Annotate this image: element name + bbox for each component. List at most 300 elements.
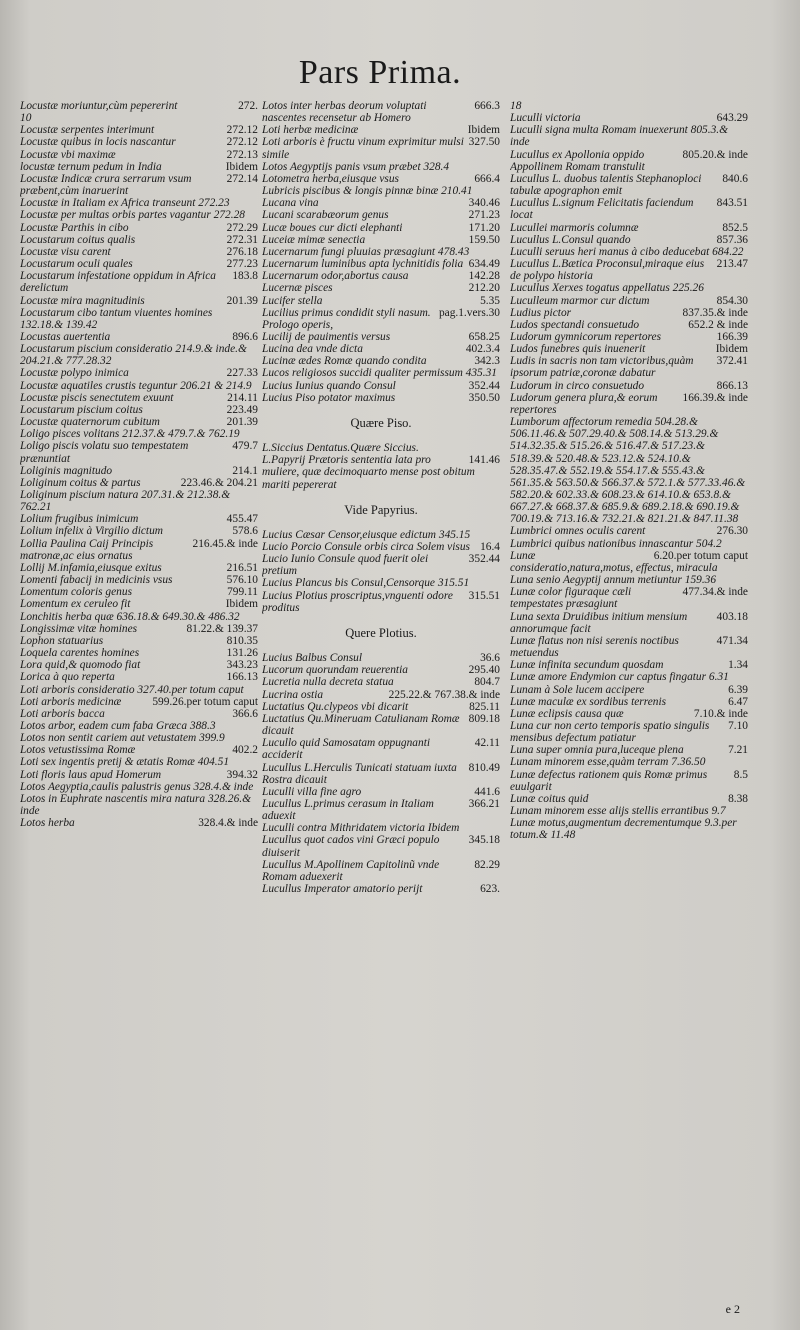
entry-reference: 5.35	[480, 294, 500, 307]
entry-reference: 810.35	[226, 634, 258, 647]
index-entry	[510, 538, 748, 550]
index-entry	[510, 112, 748, 124]
index-entry	[20, 489, 258, 513]
index-entry	[262, 713, 500, 737]
index-entry	[510, 282, 748, 294]
index-entry	[20, 635, 258, 647]
entry-reference: 214.1	[232, 464, 258, 477]
entry-text: Loti arboris medicinæ	[20, 695, 122, 708]
entry-reference: 272.14	[226, 172, 258, 185]
index-entry	[20, 367, 258, 379]
entry-text: Lucullei marmoris columnæ	[510, 221, 639, 234]
index-entry	[262, 197, 500, 209]
entry-reference: 578.6	[232, 525, 258, 538]
index-entry	[510, 222, 748, 234]
index-entry	[262, 380, 500, 392]
entry-text: Lucio Iunio Consule quod fuerit olei pretium	[262, 553, 429, 578]
index-entry	[262, 786, 500, 798]
entry-text: Lucullus L. duobus talentis Stephanoploci tabulæ apographon emit	[510, 172, 702, 198]
index-entry	[262, 577, 500, 589]
entry-text: Lophon statuarius	[20, 634, 104, 647]
index-entry	[510, 392, 748, 416]
entry-text: Lucullus L.Bætica Proconsul,miraque eius de polypo historia	[510, 258, 705, 283]
index-entry	[20, 586, 258, 598]
index-entry	[20, 513, 258, 525]
entry-text: Luctatius Qu.Mineruam Catulianam Romæ dicauit	[262, 712, 460, 738]
entry-text: Locustæ mira magnitudinis	[20, 294, 145, 307]
entry-text: Locustæ serpentes interimunt	[20, 124, 155, 137]
index-entry	[510, 586, 748, 610]
entry-text: Lorica à quo reperta	[20, 671, 115, 684]
index-entry	[20, 209, 258, 221]
entry-text: Lomenti fabacij in medicinis vsus	[20, 574, 173, 587]
entry-reference: 7.10	[728, 719, 748, 732]
entry-text: Lunæ consideratio,natura,motus, effectus, miracula	[510, 549, 718, 574]
entry-text: Lucius Iunius quando Consul	[262, 379, 396, 392]
entry-reference: 343.23	[226, 659, 258, 672]
entry-reference: 272.12	[226, 124, 258, 137]
entry-reference: 166.39.& inde	[682, 391, 748, 404]
index-entry	[510, 149, 748, 173]
entry-reference: 599.26.per totum caput	[152, 695, 258, 708]
index-entry	[20, 161, 258, 173]
entry-text: Locustæ visu carent	[20, 245, 111, 258]
entry-text: Lotos in Euphrate nascentis mira natura 328.26.& inde	[20, 792, 251, 818]
entry-reference: 327.50	[468, 136, 500, 149]
entry-text: Ludorum gymnicorum repertores	[510, 330, 662, 343]
index-entry	[20, 525, 258, 537]
entry-reference: 837.35.& inde	[682, 306, 748, 319]
entry-reference: 201.39	[226, 416, 258, 429]
entry-reference: 315.51	[468, 589, 500, 602]
entry-text: Lucina dea vnde dicta	[262, 343, 363, 356]
index-entry	[262, 652, 500, 664]
entry-reference: 394.32	[226, 768, 258, 781]
index-entry	[20, 222, 258, 234]
entry-reference: 328.4.& inde	[198, 817, 258, 830]
entry-reference: 272.	[238, 100, 258, 112]
index-entry	[510, 319, 748, 331]
index-entry	[20, 428, 258, 440]
entry-text: Luculli signa multa Romam inuexerunt 805.3.& inde	[510, 124, 728, 149]
entry-reference: 643.29	[716, 112, 748, 125]
index-entry	[510, 635, 748, 659]
entry-text: Lucæ boues cur dicti elephanti	[262, 221, 403, 234]
entry-text: Locustas auertentia	[20, 330, 111, 343]
index-entry	[510, 769, 748, 793]
entry-text: Lucilius primus condidit styli nasum. Prologo operis,	[262, 306, 431, 331]
index-entry	[510, 525, 748, 537]
entry-text: Lolium frugibus inimicum	[20, 513, 139, 526]
index-entry	[510, 258, 748, 282]
entry-text: Lucullus L.primus cerasum in Italiam aduexit	[262, 797, 434, 823]
index-entry	[20, 307, 258, 331]
index-entry	[20, 124, 258, 136]
entry-reference: 352.44	[468, 379, 500, 392]
entry-text: Lunam minorem esse,quàm terram 7.36.50	[510, 756, 706, 769]
entry-reference: 82.29	[474, 858, 500, 871]
entry-text: Lucio Porcio Consule orbis circa Solem visus	[262, 541, 470, 553]
index-entry	[262, 762, 500, 786]
entry-text: Luctatius Qu.clypeos vbi dicarit	[262, 700, 409, 713]
entry-reference: 477.34.& inde	[682, 586, 748, 599]
entry-text: Luna cur non certo temporis spatio singulis mensibus defectum patiatur	[510, 719, 710, 745]
index-entry	[510, 173, 748, 197]
entry-text: Ludos funebres quis inuenerit	[510, 343, 646, 356]
entry-reference: 1.34	[728, 659, 748, 672]
index-entry	[20, 136, 258, 148]
entry-text: Luculli villa fine agro	[262, 785, 362, 798]
entry-text: Locustarum infestatione oppidum in Africa derelictum	[20, 270, 216, 295]
entry-text: Lucullus quot cados vini Græci populo diuiserit	[262, 834, 440, 859]
index-entry	[262, 701, 500, 713]
index-entry	[262, 676, 500, 688]
entry-text: Lotos vetustissima Romæ	[20, 744, 136, 757]
entry-text: Lucilij de pauimentis versus	[262, 330, 391, 343]
entry-text: Locustarum coitus qualis	[20, 233, 136, 246]
index-entry	[262, 270, 500, 282]
entry-text: Loti sex ingentis pretij & ætatis Romæ 404.51	[20, 756, 230, 769]
entry-text: Ludis in sacris non tam victoribus,quàm ipsorum patriæ,coronæ dabatur	[510, 355, 694, 380]
entry-text: Lucius Balbus Consul	[262, 652, 362, 665]
entry-reference: 658.25	[468, 330, 500, 343]
entry-reference: 479.7	[232, 440, 258, 453]
index-entry	[262, 282, 500, 294]
entry-text: L.Siccius Dentatus.Quære Siccius.	[262, 442, 419, 455]
index-entry	[20, 295, 258, 307]
index-entry	[20, 477, 258, 489]
entry-text: Lumborum affectorum remedia 504.28.& 506.11.46.& 507.29.40.& 508.14.& 513.29.& 514.32.35.& 515.26.& 516.47.& 517.23.& 518.39.& 520.48.& 523.12.& 524.10.& 528.35.47.& 552.19.& 554.17.& 555.43.& 561.35.& 563.50.& 566.37.& 572.1.& 577.33.46.& 582.20.& 602.33.& 608.23.& 614.10.& 653.8.& 667.27.& 668.37.& 685.9.& 689.2.18.& 690.19.& 700.19.& 713.16.& 732.21.& 821.21.& 847.11.38	[510, 416, 746, 526]
entry-reference: 652.2 & inde	[688, 318, 748, 331]
index-entry	[262, 859, 500, 883]
entry-text: Luculli contra Mithridatem victoria Ibidem	[262, 822, 460, 835]
entry-text: Luna senio Aegyptij annum metiuntur 159.36	[510, 574, 717, 587]
entry-text: Lucullus M.Apollinem Capitolinũ vnde Romam aduexerit	[262, 858, 440, 883]
entry-reference: Ibidem	[225, 598, 258, 611]
entry-reference: 271.23	[468, 209, 500, 222]
index-entry	[262, 834, 500, 858]
entry-text: Locustæ piscis senectutem exuunt	[20, 391, 174, 404]
entry-reference: 342.3	[474, 355, 500, 368]
index-entry	[510, 331, 748, 343]
entry-text: Lollij M.infamia,eiusque exitus	[20, 561, 162, 574]
entry-reference: 403.18	[716, 610, 748, 623]
index-entry	[20, 720, 258, 732]
entry-text: Loligo piscis volatu suo tempestatem prænuntiat	[20, 440, 189, 465]
entry-text: Lucullus L.Consul quando	[510, 233, 631, 246]
entry-text: Lunæ amore Endymion cur captus fingatur 6.31	[510, 671, 729, 684]
entry-text: Lomentum coloris genus	[20, 586, 133, 599]
entry-text: Lotos Aegyptia,caulis palustris genus 328.4.& inde	[20, 780, 254, 793]
index-entry	[20, 756, 258, 768]
index-entry	[262, 553, 500, 577]
entry-reference: 623.	[480, 883, 500, 896]
entry-text: Lunam à Sole lucem accipere	[510, 683, 645, 696]
entry-text: Luna super omnia pura,luceque plena	[510, 744, 684, 757]
index-entry	[20, 562, 258, 574]
index-entry	[510, 124, 748, 148]
entry-text: Locustæ moriuntur,cùm pepererint	[20, 100, 178, 112]
entry-text: Lucernarum luminibus apta lychnitidis folia	[262, 258, 464, 271]
index-entry	[262, 664, 500, 676]
index-entry	[20, 173, 258, 197]
entry-reference: 223.46.& 204.21	[180, 476, 258, 489]
index-entry	[262, 161, 500, 173]
entry-reference: 366.21	[468, 797, 500, 810]
entry-reference: 799.11	[227, 586, 258, 599]
index-entry	[510, 805, 748, 817]
signature-mark: e 2	[725, 1302, 740, 1316]
index-entry	[510, 307, 748, 319]
index-entry	[262, 343, 500, 355]
index-entry	[510, 416, 748, 525]
entry-reference: 843.51	[716, 197, 748, 210]
entry-reference: 804.7	[474, 676, 500, 689]
entry-reference: 666.4	[474, 172, 500, 185]
entry-reference: 441.6	[474, 785, 500, 798]
index-entry	[262, 367, 500, 379]
index-entry	[262, 258, 500, 270]
index-entry	[20, 246, 258, 258]
entry-reference: 272.12	[226, 136, 258, 149]
entry-reference: 201.39	[226, 294, 258, 307]
entry-reference: 6.20.per totum caput	[653, 549, 748, 562]
index-entry	[20, 781, 258, 793]
index-entry	[510, 295, 748, 307]
entry-text: L.Papyrij Prætoris sententia lata pro muliere, quæ decimoquarto mense post obitum mariti pepererat	[262, 454, 475, 491]
entry-text: Lunæ maculæ ex sordibus terrenis	[510, 695, 667, 708]
entry-text: Lollia Paulina Caij Principis matronæ,ac eius ornatus	[20, 537, 154, 562]
index-entry	[20, 769, 258, 781]
entry-reference: pag.1.vers.30	[438, 306, 500, 319]
index-entry	[262, 392, 500, 404]
entry-reference: 854.30	[716, 294, 748, 307]
entry-text: Lotos inter herbas deorum voluptati nascentes recensetur ab Homero	[262, 100, 427, 125]
entry-text: Locustæ Parthis in cibo	[20, 221, 129, 234]
index-entry	[20, 416, 258, 428]
entry-reference: 825.11	[469, 700, 500, 713]
index-entry	[510, 696, 748, 708]
index-entry	[262, 234, 500, 246]
index-entry	[20, 659, 258, 671]
index-entry	[262, 246, 500, 258]
cross-reference: Quære Piso.	[350, 415, 412, 430]
entry-text: Lumbrici omnes oculis carent	[510, 525, 646, 538]
entry-text: Loliginum piscium natura 207.31.& 212.38.& 762.21	[20, 489, 231, 514]
entry-text: Lonchitis herba quæ 636.18.& 649.30.& 486.32	[20, 610, 240, 623]
entry-reference: 159.50	[468, 233, 500, 246]
entry-text: Lucullo quid Samosatam oppugnanti acciderit	[262, 737, 431, 762]
entry-text: Lunæ eclipsis causa quæ	[510, 707, 624, 720]
entry-reference: 576.10	[226, 574, 258, 587]
entry-text: Luculleum marmor cur dictum	[510, 294, 650, 307]
entry-text: Lucifer stella	[262, 294, 323, 307]
index-entry	[20, 538, 258, 562]
entry-reference: 366.6	[232, 707, 258, 720]
entry-text: Locustarum piscium consideratio 214.9.& inde.& 204.21.& 777.28.32	[20, 343, 247, 368]
index-entry	[20, 112, 258, 124]
index-entry	[510, 671, 748, 683]
entry-reference: 213.47	[716, 258, 748, 271]
entry-text: Lucius Cæsar Censor,eiusque edictum 345.15	[262, 528, 471, 541]
entry-reference: 8.5	[733, 768, 748, 781]
entry-text: Luceiæ mimæ senectia	[262, 233, 366, 246]
cross-reference: Quere Plotius.	[345, 625, 417, 640]
entry-reference: 272.13	[226, 148, 258, 161]
index-entry	[20, 598, 258, 610]
entry-reference: 16.4	[480, 541, 500, 553]
entry-text: Loti floris laus apud Homerum	[20, 768, 162, 781]
index-entry	[510, 756, 748, 768]
entry-reference: 166.39	[716, 330, 748, 343]
entry-reference: 131.26	[226, 647, 258, 660]
entry-text: Lucullus Imperator amatorio perijt	[262, 883, 423, 896]
entry-text: Lucius Plotius proscriptus,vnguenti odore proditus	[262, 589, 453, 614]
entry-text: Luculli victoria	[510, 112, 581, 125]
index-entry	[20, 149, 258, 161]
entry-reference: 7.21	[728, 744, 748, 757]
index-entry	[510, 744, 748, 756]
entry-text: Loliginis magnitudo	[20, 464, 113, 477]
index-entry	[20, 465, 258, 477]
entry-text: Lucius Piso potator maximus	[262, 391, 396, 404]
entry-text: Loti arboris è fructu vinum exprimitur mulsi simile	[262, 136, 464, 161]
entry-text: Longissimæ vitæ homines	[20, 622, 138, 635]
entry-reference: 212.20	[468, 282, 500, 295]
index-entry	[20, 696, 258, 708]
index-entry	[20, 440, 258, 464]
index-entry	[510, 817, 748, 841]
index-entry	[20, 708, 258, 720]
index-entry	[262, 737, 500, 761]
entry-reference: 857.36	[716, 233, 748, 246]
entry-reference: 471.34	[716, 634, 748, 647]
entry-reference: 8.38	[728, 792, 748, 805]
index-entry	[510, 343, 748, 355]
entry-text: 18	[510, 100, 522, 112]
entry-text: Lucernarum fungi pluuias præsagiunt 478.43	[262, 245, 470, 258]
index-entry	[262, 222, 500, 234]
index-entry	[20, 197, 258, 209]
index-entry	[262, 355, 500, 367]
index-column-3	[510, 100, 748, 1310]
entry-text: Locustæ vbi maximæ	[20, 148, 116, 161]
entry-reference: 142.28	[468, 270, 500, 283]
entry-reference: 352.44	[468, 553, 500, 566]
index-column-1	[20, 100, 258, 1310]
index-entry	[20, 343, 258, 367]
index-entry	[262, 541, 500, 553]
entry-reference: 840.6	[722, 172, 748, 185]
entry-text: Ludorum in circo consuetudo	[510, 379, 645, 392]
entry-text: Lucullus ex Apollonia oppido Appollinem Romam transtulit	[510, 148, 645, 173]
entry-reference: 345.18	[468, 834, 500, 847]
entry-reference: 7.10.& inde	[693, 707, 748, 720]
index-entry	[262, 136, 500, 160]
entry-text: Lucos religiosos succidi qualiter permissum 435.31	[262, 367, 497, 380]
index-entry	[510, 100, 748, 112]
entry-text: Locustæ quibus in locis nascantur	[20, 136, 176, 149]
entry-reference: 141.46	[468, 454, 500, 467]
entry-reference: 866.13	[716, 379, 748, 392]
index-entry	[262, 883, 500, 895]
entry-text: Luna sexta Druidibus initium mensium annorumque facit	[510, 610, 688, 635]
index-entry	[510, 684, 748, 696]
entry-reference: 455.47	[226, 513, 258, 526]
index-entry	[510, 611, 748, 635]
entry-text: Ludos spectandi consuetudo	[510, 318, 640, 331]
entry-reference: Ibidem	[715, 343, 748, 356]
entry-text: Lucullus L.signum Felicitatis faciendum locat	[510, 197, 694, 222]
entry-text: Lunæ coitus quid	[510, 792, 589, 805]
entry-text: Lunæ infinita secundum quosdam	[510, 659, 664, 672]
entry-reference: Ibidem	[225, 160, 258, 173]
entry-reference: 214.11	[227, 391, 258, 404]
entry-text: Loquela carentes homines	[20, 647, 140, 660]
entry-text: Lumbrici quibus nationibus innascantur 504.2	[510, 537, 722, 550]
index-entry	[20, 684, 258, 696]
entry-reference: 277.23	[226, 258, 258, 271]
index-entry	[262, 822, 500, 834]
entry-reference: 634.49	[468, 258, 500, 271]
entry-text: Loliginum coitus & partus	[20, 476, 141, 489]
index-entry	[20, 671, 258, 683]
entry-text: Lomentum ex ceruleo fit	[20, 598, 131, 611]
index-entry	[20, 732, 258, 744]
index-entry	[510, 550, 748, 574]
entry-reference: 225.22.& 767.38.& inde	[388, 688, 500, 701]
index-entry	[20, 258, 258, 270]
entry-text: Lubricis piscibus & longis pinnæ binæ 210.41	[262, 185, 473, 198]
index-entry	[20, 623, 258, 635]
entry-text: Lucernæ pisces	[262, 282, 333, 295]
entry-text: Lucrina ostia	[262, 688, 324, 701]
entry-text: Lucernarum odor,abortus causa	[262, 270, 409, 283]
entry-reference: 276.30	[716, 525, 748, 538]
entry-text: Lunæ color figuraque cæli tempestates præsagiunt	[510, 586, 632, 611]
entry-text: Lotometra herba,eiusque vsus	[262, 172, 399, 185]
entry-reference: 216.45.& inde	[192, 537, 258, 550]
entry-text: Lucretia nulla decreta statua	[262, 676, 394, 689]
entry-text: Loligo pisces volitans 212.37.& 479.7.& 762.19	[20, 428, 240, 441]
entry-text: Lotos non sentit cariem aut vetustatem 399.9	[20, 732, 225, 745]
index-entry	[262, 798, 500, 822]
index-entry	[20, 100, 258, 112]
cross-reference: Vide Papyrius.	[344, 502, 418, 517]
entry-text: Lotos Aegyptijs panis vsum præbet 328.4	[262, 160, 450, 173]
entry-reference: 6.39	[728, 683, 748, 696]
index-entry	[20, 392, 258, 404]
entry-text: Lucius Plancus bis Consul,Censorque 315.51	[262, 577, 470, 590]
entry-reference: 81.22.& 139.37	[186, 622, 258, 635]
entry-reference: 216.51	[226, 561, 258, 574]
index-entry	[510, 197, 748, 221]
entry-reference: 810.49	[468, 761, 500, 774]
entry-reference: 805.20.& inde	[682, 148, 748, 161]
index-entry	[20, 611, 258, 623]
entry-text: Lunam minorem esse alijs stellis errantibus 9.7	[510, 805, 726, 818]
entry-text: Lucorum quorundam reuerentia	[262, 664, 408, 677]
index-entry	[20, 331, 258, 343]
entry-reference: 223.49	[226, 403, 258, 416]
index-entry	[510, 380, 748, 392]
index-entry	[20, 404, 258, 416]
entry-text: Loti herbæ medicinæ	[262, 124, 359, 137]
entry-reference: 896.6	[232, 330, 258, 343]
entry-text: Lora quid,& quomodo fiat	[20, 659, 141, 672]
index-entry	[510, 793, 748, 805]
entry-text: Lucinæ ædes Romæ quando condita	[262, 355, 427, 368]
